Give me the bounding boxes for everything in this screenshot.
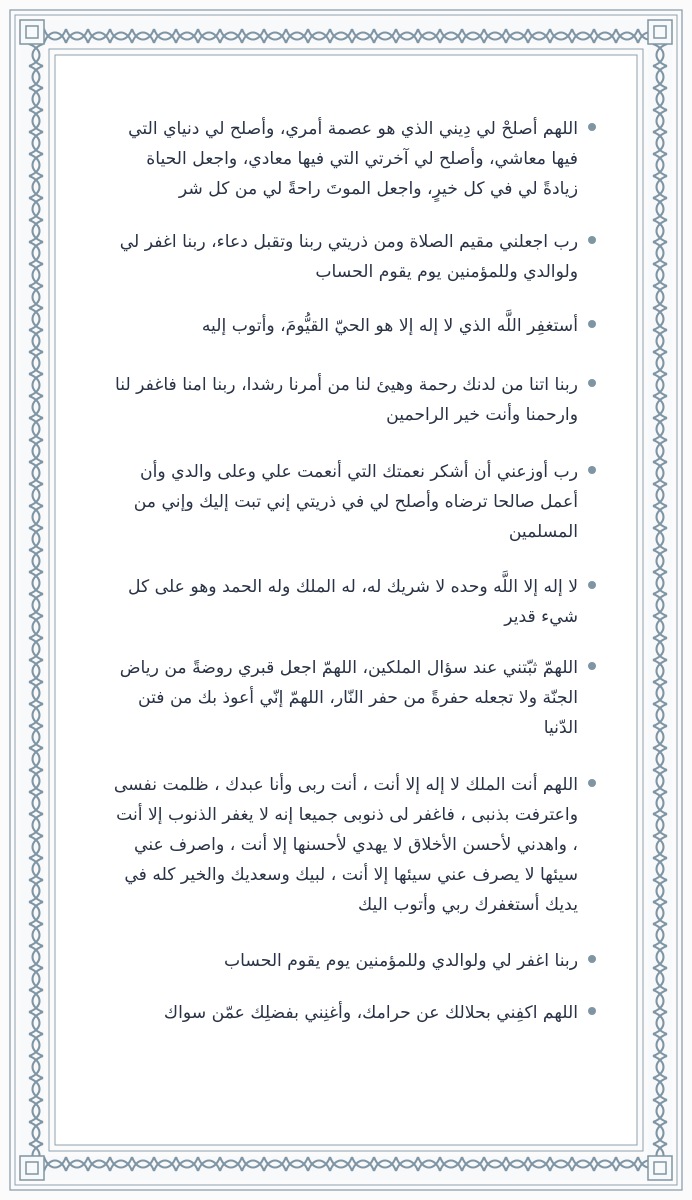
dua-text: رب اجعلني مقيم الصلاة ومن ذريتي ربنا وتقبل دعاء، ربنا اغفر لي ولوالدي وللمؤمنين يوم يقوم الحساب <box>119 232 578 282</box>
dua-item <box>112 653 596 743</box>
dua-item <box>112 227 596 287</box>
top-border-chain <box>44 20 648 44</box>
bullet-icon <box>588 466 596 474</box>
dua-item <box>112 946 596 976</box>
dua-item <box>112 457 596 547</box>
corner-ornament-bottom-left <box>20 1156 44 1180</box>
dua-text: اللهم أصلحْ لي دِيني الذي هو عصمة أمري، وأصلح لي دنياي التي فيها معاشي، وأصلح لي آخرتي التي فيها معادي، واجعل الحياة زيادةً لي في كل خيرٍ، واجعل الموتَ راحةً لي من كل شر <box>128 119 578 199</box>
corner-ornament-top-right <box>648 20 672 44</box>
bullet-icon <box>588 379 596 387</box>
dua-text: ربنا اتنا من لدنك رحمة وهيئ لنا من أمرنا رشدا، ربنا امنا فاغفر لنا وارحمنا وأنت خير الراحمين <box>115 375 578 425</box>
dua-text: اللهمّ ثبّتني عند سؤال الملكين، اللهمّ اجعل قبري روضةً من رياض الجنّة ولا تجعله حفرةً من حفر النّار، اللهمّ إنّي أعوذ بك من فتن الدّنيا <box>119 658 578 738</box>
dua-text: ربنا اغفر لي ولوالدي وللمؤمنين يوم يقوم الحساب <box>223 951 578 971</box>
dua-text: اللهم اكفِني بحلالك عن حرامك، وأغنِني بفضلِك عمّن سواك <box>163 1003 578 1023</box>
dua-item <box>112 770 596 920</box>
corner-ornament-bottom-right <box>648 1156 672 1180</box>
bullet-icon <box>588 236 596 244</box>
right-border-chain <box>648 44 672 1156</box>
bullet-icon <box>588 123 596 131</box>
dua-text: رب أوزعني أن أشكر نعمتك التي أنعمت علي وعلى والدي وأن أعمل صالحا ترضاه وأصلح لي في ذريتي إني تبت إليك وإني من المسلمين <box>133 462 578 542</box>
dua-item <box>112 114 596 204</box>
dua-item <box>112 998 596 1028</box>
dua-text: اللهم أنت الملك لا إله إلا أنت ، أنت ربى وأنا عبدك ، ظلمت نفسى واعترفت بذنبى ، فاغفر لى ذنوبى جميعا إنه لا يغفر الذنوب إلا أنت ، واهدني لأحسن الأخلاق لا يهدي لأحسنها إلا أنت ، واصرف عني سيئها لا يصرف عني سيئها إلا أنت ، لبيك وسعديك والخير كله في يديك أستغفرك ربي وأتوب اليك <box>113 775 578 915</box>
bottom-border-chain <box>44 1156 648 1180</box>
bullet-icon <box>588 320 596 328</box>
left-border-chain <box>20 44 44 1156</box>
bullet-icon <box>588 662 596 670</box>
dua-item <box>112 311 596 341</box>
bullet-icon <box>588 1007 596 1015</box>
corner-ornament-top-left <box>20 20 44 44</box>
dua-text: لا إله إلا اللَّه وحده لا شريك له، له الملك وله الحمد وهو على كل شيء قدير <box>127 577 578 627</box>
bullet-icon <box>588 955 596 963</box>
dua-text: أستغفِر اللَّه الذي لا إله إلا هو الحيّ القيُّومَ، وأتوب إليه <box>201 316 578 336</box>
bullet-icon <box>588 581 596 589</box>
dua-item <box>112 572 596 632</box>
bullet-icon <box>588 779 596 787</box>
dua-item <box>112 370 596 430</box>
